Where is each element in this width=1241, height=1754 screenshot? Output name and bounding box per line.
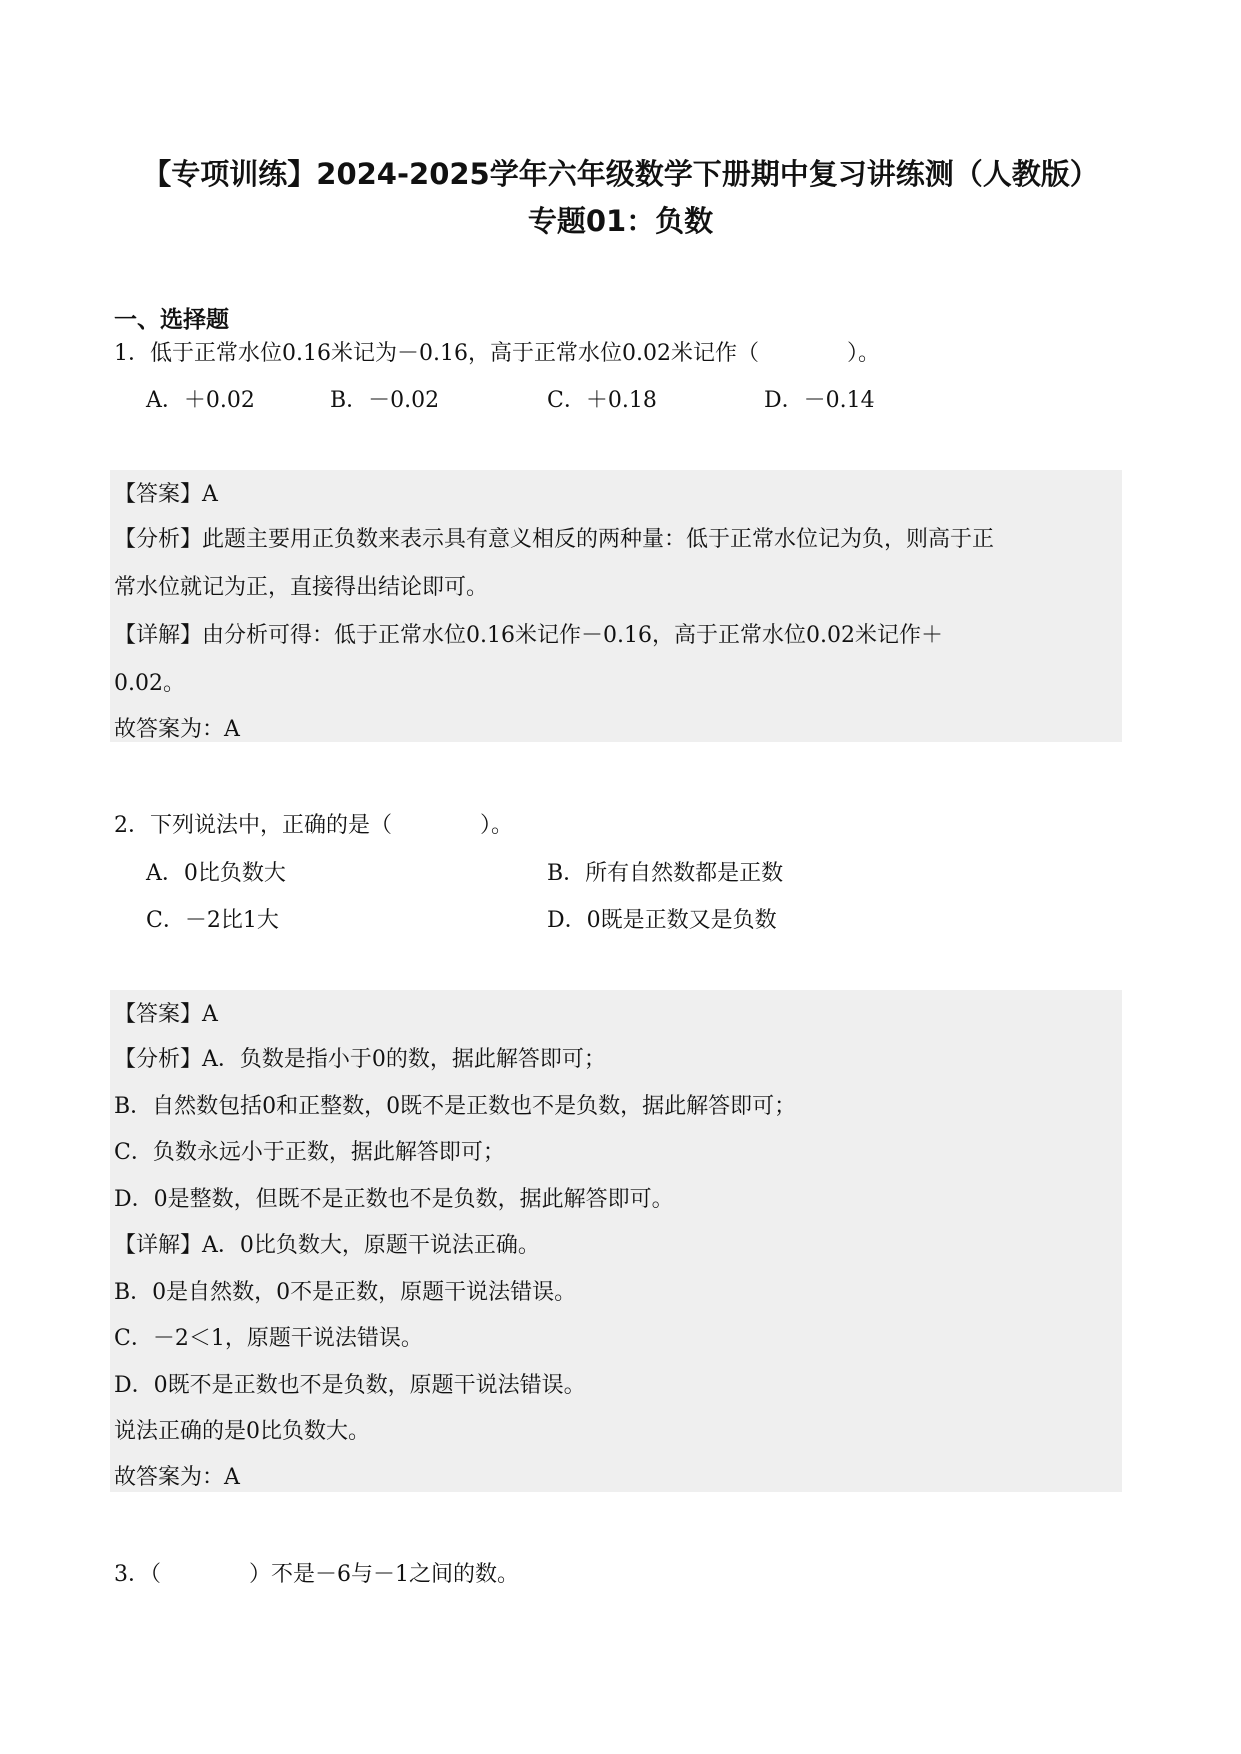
question-2-option-c: C．－2比1大 xyxy=(146,908,279,933)
question-2-stem: 2．下列说法中，正确的是（ ）。 xyxy=(114,813,513,838)
question-2-option-d: D．0既是正数又是负数 xyxy=(547,908,777,933)
question-1-option-a: A．＋0.02 xyxy=(146,388,255,413)
solution-analysis-a: 【分析】A．负数是指小于0的数，据此解答即可； xyxy=(114,1047,606,1072)
solution-detail-d: D．0既不是正数也不是负数，原题干说法错误。 xyxy=(114,1373,586,1398)
solution-detail-continued: 0.02。 xyxy=(114,671,185,696)
question-2-solution-box xyxy=(110,990,1122,1492)
solution-detail-b: B．0是自然数，0不是正数，原题干说法错误。 xyxy=(114,1280,577,1305)
question-3-stem: 3．（ ）不是－6与－1之间的数。 xyxy=(114,1562,519,1587)
solution-analysis-b: B．自然数包括0和正整数，0既不是正数也不是负数，据此解答即可； xyxy=(114,1094,797,1119)
question-1-stem: 1．低于正常水位0.16米记为－0.16，高于正常水位0.02米记作（ ）。 xyxy=(114,341,880,366)
section-heading: 一、选择题 xyxy=(114,307,229,333)
solution-conclusion: 说法正确的是0比负数大。 xyxy=(114,1419,370,1444)
question-1-solution-box xyxy=(110,470,1122,742)
question-1-option-b: B．－0.02 xyxy=(330,388,440,413)
document-subtitle: 专题01：负数 xyxy=(527,204,714,238)
solution-detail: 【详解】由分析可得：低于正常水位0.16米记作－0.16，高于正常水位0.02米记作＋ xyxy=(114,623,943,648)
solution-detail-c: C．－2＜1，原题干说法错误。 xyxy=(114,1326,423,1351)
solution-final-answer: 故答案为：A xyxy=(114,717,240,742)
solution-answer: 【答案】A xyxy=(114,1002,218,1027)
question-2-option-a: A．0比负数大 xyxy=(146,861,286,886)
solution-analysis-continued: 常水位就记为正，直接得出结论即可。 xyxy=(114,575,489,600)
question-1-option-c: C．＋0.18 xyxy=(547,388,657,413)
solution-analysis: 【分析】此题主要用正负数来表示具有意义相反的两种量：低于正常水位记为负，则高于正 xyxy=(114,527,995,552)
solution-detail-a: 【详解】A．0比负数大，原题干说法正确。 xyxy=(114,1233,540,1258)
question-1-option-d: D．－0.14 xyxy=(764,388,875,413)
solution-final-answer: 故答案为：A xyxy=(114,1465,240,1490)
solution-analysis-d: D．0是整数，但既不是正数也不是负数，据此解答即可。 xyxy=(114,1187,674,1212)
solution-analysis-c: C．负数永远小于正数，据此解答即可； xyxy=(114,1140,505,1165)
document-title: 【专项训练】2024-2025学年六年级数学下册期中复习讲练测（人教版） xyxy=(142,157,1099,191)
solution-answer: 【答案】A xyxy=(114,482,218,507)
question-2-option-b: B．所有自然数都是正数 xyxy=(547,861,784,886)
